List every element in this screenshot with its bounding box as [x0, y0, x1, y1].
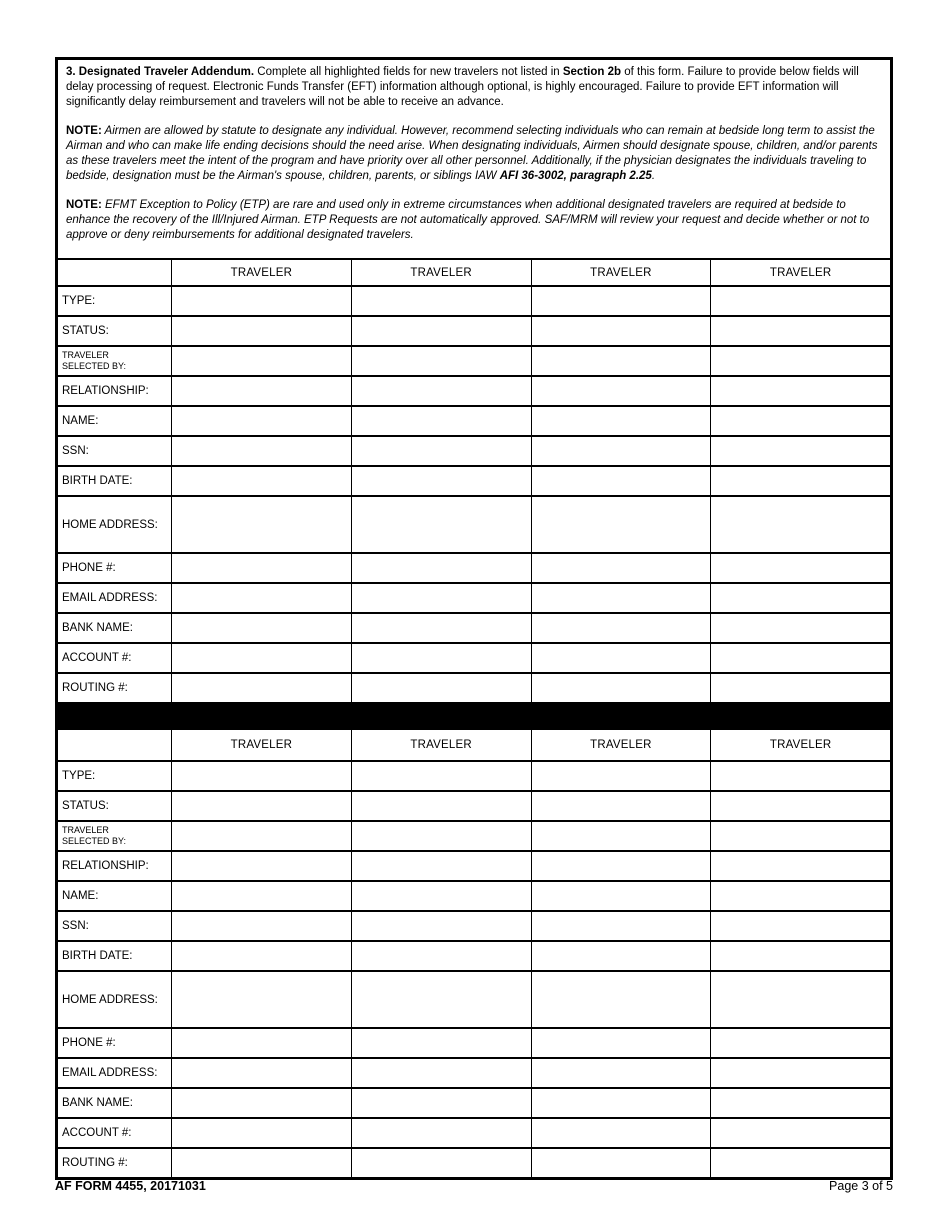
field-account-traveler3-table2[interactable]	[531, 1119, 711, 1147]
field-routing-traveler4-table1[interactable]	[710, 674, 890, 702]
table-row	[58, 1027, 890, 1057]
row-label-phone: PHONE #:	[58, 554, 171, 582]
traveler-column-header: TRAVELER	[351, 260, 531, 285]
section-2b-reference: Section 2b	[562, 66, 622, 78]
table-row	[58, 642, 890, 672]
field-relationship-traveler2-table1[interactable]	[351, 377, 531, 405]
field-ssn-traveler4-table2[interactable]	[710, 912, 890, 940]
field-name-traveler1-table1[interactable]	[171, 407, 351, 435]
table-row	[58, 405, 890, 435]
table-row	[58, 760, 890, 790]
field-email-address-traveler3-table2[interactable]	[531, 1059, 711, 1087]
field-traveler-selected-by-traveler3-table1[interactable]	[531, 347, 711, 375]
table-row	[58, 582, 890, 612]
field-routing-traveler4-table2[interactable]	[710, 1149, 890, 1177]
field-status-traveler3-table1[interactable]	[531, 317, 711, 345]
field-status-traveler1-table2[interactable]	[171, 792, 351, 820]
row-label-traveler-selected-by: TRAVELER SELECTED BY:	[58, 347, 171, 375]
field-relationship-traveler4-table1[interactable]	[710, 377, 890, 405]
field-type-traveler4-table1[interactable]	[710, 287, 890, 315]
field-phone-traveler1-table2[interactable]	[171, 1029, 351, 1057]
field-home-address-traveler2-table2[interactable]	[351, 972, 531, 1027]
row-label-email-address: EMAIL ADDRESS:	[58, 584, 171, 612]
field-name-traveler4-table2[interactable]	[710, 882, 890, 910]
field-routing-traveler3-table1[interactable]	[531, 674, 711, 702]
field-email-address-traveler1-table1[interactable]	[171, 584, 351, 612]
field-ssn-traveler3-table2[interactable]	[531, 912, 711, 940]
table-row	[58, 850, 890, 880]
field-account-traveler1-table1[interactable]	[171, 644, 351, 672]
field-birth-date-traveler1-table2[interactable]	[171, 942, 351, 970]
traveler-column-header: TRAVELER	[710, 260, 890, 285]
intro-text-2: of this form. Failure to provide below fields will delay processing of request. Electronic Funds Transfer (EFT) information although optional, is highly encouraged. Failure to provide EFT information will significantly delay reimbursement and travelers will not be able to receive an advance.	[66, 66, 859, 108]
traveler-column-header: TRAVELER	[171, 260, 351, 285]
table-row	[58, 910, 890, 940]
note-1-label: NOTE:	[66, 125, 102, 137]
field-phone-traveler4-table1[interactable]	[710, 554, 890, 582]
field-type-traveler2-table1[interactable]	[351, 287, 531, 315]
field-traveler-selected-by-traveler4-table2[interactable]	[710, 822, 890, 850]
note-1-period: .	[651, 170, 656, 182]
row-label-relationship: RELATIONSHIP:	[58, 377, 171, 405]
note-1-text: Airmen are allowed by statute to designate any individual. However, recommend selecting individuals who can remain at bedside long term to assist the Airman and who can make life ending decisions should the need arise. When designating individuals, Airmen should designate spouse, children, and/or parents as these travelers meet the intent of the program and have priority over all other personnel. Additionally, if the physician designates the individuals traveling to bedside, designation must be the Airman's spouse, children, parents, or siblings IAW	[66, 125, 878, 182]
row-label-bank-name: BANK NAME:	[58, 1089, 171, 1117]
field-bank-name-traveler2-table2[interactable]	[351, 1089, 531, 1117]
table-row	[58, 552, 890, 582]
row-label-email-address: EMAIL ADDRESS:	[58, 1059, 171, 1087]
field-status-traveler2-table1[interactable]	[351, 317, 531, 345]
table-row	[58, 672, 890, 702]
field-ssn-traveler3-table1[interactable]	[531, 437, 711, 465]
table-row	[58, 970, 890, 1027]
field-ssn-traveler4-table1[interactable]	[710, 437, 890, 465]
field-routing-traveler3-table2[interactable]	[531, 1149, 711, 1177]
page-number: Page 3 of 5	[829, 1179, 893, 1193]
field-home-address-traveler4-table2[interactable]	[710, 972, 890, 1027]
table-row	[58, 790, 890, 820]
field-traveler-selected-by-traveler1-table2[interactable]	[171, 822, 351, 850]
note-2-label: NOTE:	[66, 199, 102, 211]
field-bank-name-traveler3-table2[interactable]	[531, 1089, 711, 1117]
row-label-home-address: HOME ADDRESS:	[58, 497, 171, 552]
field-account-traveler4-table2[interactable]	[710, 1119, 890, 1147]
field-traveler-selected-by-traveler2-table1[interactable]	[351, 347, 531, 375]
field-bank-name-traveler1-table1[interactable]	[171, 614, 351, 642]
table-row	[58, 465, 890, 495]
field-relationship-traveler3-table1[interactable]	[531, 377, 711, 405]
field-routing-traveler1-table1[interactable]	[171, 674, 351, 702]
field-birth-date-traveler2-table1[interactable]	[351, 467, 531, 495]
note-2-text: EFMT Exception to Policy (ETP) are rare and used only in extreme circumstances when additional designated travelers are required at bedside to enhance the recovery of the Ill/Injured Airman. ETP Requests are not automatically approved. SAF/MRM will review your request and decide whether or not to approve or deny reimbursements for additional designated travelers.	[66, 199, 870, 241]
table-row	[58, 1087, 890, 1117]
field-relationship-traveler4-table2[interactable]	[710, 852, 890, 880]
field-bank-name-traveler4-table1[interactable]	[710, 614, 890, 642]
traveler-column-header: TRAVELER	[171, 730, 351, 760]
field-phone-traveler4-table2[interactable]	[710, 1029, 890, 1057]
designated-traveler-table-1	[58, 258, 890, 702]
row-label-birth-date: BIRTH DATE:	[58, 467, 171, 495]
field-home-address-traveler1-table2[interactable]	[171, 972, 351, 1027]
field-birth-date-traveler1-table1[interactable]	[171, 467, 351, 495]
form-number: AF FORM 4455, 20171031	[55, 1179, 206, 1193]
field-status-traveler4-table1[interactable]	[710, 317, 890, 345]
row-label-status: STATUS:	[58, 317, 171, 345]
field-routing-traveler2-table2[interactable]	[351, 1149, 531, 1177]
traveler-column-header: TRAVELER	[351, 730, 531, 760]
traveler-column-header: TRAVELER	[531, 260, 711, 285]
corner-cell	[58, 260, 171, 285]
field-email-address-traveler1-table2[interactable]	[171, 1059, 351, 1087]
table-row	[58, 495, 890, 552]
field-status-traveler2-table2[interactable]	[351, 792, 531, 820]
field-type-traveler3-table1[interactable]	[531, 287, 711, 315]
designated-traveler-table-2	[58, 730, 890, 1177]
row-label-ssn: SSN:	[58, 912, 171, 940]
field-email-address-traveler2-table1[interactable]	[351, 584, 531, 612]
field-name-traveler3-table1[interactable]	[531, 407, 711, 435]
intro-text-1: Complete all highlighted fields for new travelers not listed in	[257, 66, 563, 78]
table-row	[58, 940, 890, 970]
section-divider-bar	[58, 702, 890, 730]
field-ssn-traveler1-table1[interactable]	[171, 437, 351, 465]
field-name-traveler2-table1[interactable]	[351, 407, 531, 435]
form-footer	[55, 1178, 893, 1194]
section-heading: 3. Designated Traveler Addendum.	[66, 66, 258, 78]
field-phone-traveler3-table1[interactable]	[531, 554, 711, 582]
intro-paragraph	[66, 65, 882, 110]
row-label-home-address: HOME ADDRESS:	[58, 972, 171, 1027]
row-label-name: NAME:	[58, 407, 171, 435]
field-email-address-traveler4-table2[interactable]	[710, 1059, 890, 1087]
field-relationship-traveler3-table2[interactable]	[531, 852, 711, 880]
row-label-name: NAME:	[58, 882, 171, 910]
table-row	[58, 880, 890, 910]
field-status-traveler1-table1[interactable]	[171, 317, 351, 345]
row-label-routing: ROUTING #:	[58, 674, 171, 702]
field-traveler-selected-by-traveler3-table2[interactable]	[531, 822, 711, 850]
field-ssn-traveler2-table1[interactable]	[351, 437, 531, 465]
field-traveler-selected-by-traveler1-table1[interactable]	[171, 347, 351, 375]
row-label-routing: ROUTING #:	[58, 1149, 171, 1177]
field-phone-traveler2-table1[interactable]	[351, 554, 531, 582]
table-row	[58, 285, 890, 315]
field-traveler-selected-by-traveler4-table1[interactable]	[710, 347, 890, 375]
field-type-traveler3-table2[interactable]	[531, 762, 711, 790]
table-row	[58, 375, 890, 405]
traveler-column-header: TRAVELER	[710, 730, 890, 760]
field-ssn-traveler2-table2[interactable]	[351, 912, 531, 940]
table-row	[58, 1147, 890, 1177]
field-account-traveler2-table2[interactable]	[351, 1119, 531, 1147]
note-designation-paragraph	[66, 124, 882, 184]
field-home-address-traveler2-table1[interactable]	[351, 497, 531, 552]
field-email-address-traveler4-table1[interactable]	[710, 584, 890, 612]
field-bank-name-traveler1-table2[interactable]	[171, 1089, 351, 1117]
field-phone-traveler2-table2[interactable]	[351, 1029, 531, 1057]
row-label-bank-name: BANK NAME:	[58, 614, 171, 642]
field-traveler-selected-by-traveler2-table2[interactable]	[351, 822, 531, 850]
field-name-traveler4-table1[interactable]	[710, 407, 890, 435]
row-label-relationship: RELATIONSHIP:	[58, 852, 171, 880]
row-label-account: ACCOUNT #:	[58, 1119, 171, 1147]
corner-cell	[58, 730, 171, 760]
field-email-address-traveler3-table1[interactable]	[531, 584, 711, 612]
row-label-status: STATUS:	[58, 792, 171, 820]
field-account-traveler4-table1[interactable]	[710, 644, 890, 672]
field-routing-traveler1-table2[interactable]	[171, 1149, 351, 1177]
row-label-type: TYPE:	[58, 762, 171, 790]
table-row	[58, 345, 890, 375]
field-birth-date-traveler3-table1[interactable]	[531, 467, 711, 495]
field-home-address-traveler3-table1[interactable]	[531, 497, 711, 552]
row-label-type: TYPE:	[58, 287, 171, 315]
field-account-traveler2-table1[interactable]	[351, 644, 531, 672]
section-3-box	[55, 57, 893, 1180]
field-name-traveler3-table2[interactable]	[531, 882, 711, 910]
afi-reference: AFI 36-3002, paragraph 2.25	[499, 170, 652, 182]
field-name-traveler1-table2[interactable]	[171, 882, 351, 910]
field-relationship-traveler2-table2[interactable]	[351, 852, 531, 880]
field-phone-traveler3-table2[interactable]	[531, 1029, 711, 1057]
instructions-block	[58, 60, 890, 258]
field-birth-date-traveler4-table2[interactable]	[710, 942, 890, 970]
field-bank-name-traveler4-table2[interactable]	[710, 1089, 890, 1117]
field-relationship-traveler1-table1[interactable]	[171, 377, 351, 405]
field-home-address-traveler3-table2[interactable]	[531, 972, 711, 1027]
row-label-ssn: SSN:	[58, 437, 171, 465]
field-type-traveler1-table1[interactable]	[171, 287, 351, 315]
field-birth-date-traveler2-table2[interactable]	[351, 942, 531, 970]
field-birth-date-traveler3-table2[interactable]	[531, 942, 711, 970]
row-label-phone: PHONE #:	[58, 1029, 171, 1057]
table-row	[58, 435, 890, 465]
row-label-account: ACCOUNT #:	[58, 644, 171, 672]
field-type-traveler4-table2[interactable]	[710, 762, 890, 790]
field-status-traveler3-table2[interactable]	[531, 792, 711, 820]
note-etp-paragraph	[66, 198, 882, 243]
field-relationship-traveler1-table2[interactable]	[171, 852, 351, 880]
field-type-traveler2-table2[interactable]	[351, 762, 531, 790]
field-status-traveler4-table2[interactable]	[710, 792, 890, 820]
table-row	[58, 1057, 890, 1087]
row-label-traveler-selected-by: TRAVELER SELECTED BY:	[58, 822, 171, 850]
field-home-address-traveler4-table1[interactable]	[710, 497, 890, 552]
field-routing-traveler2-table1[interactable]	[351, 674, 531, 702]
field-ssn-traveler1-table2[interactable]	[171, 912, 351, 940]
field-type-traveler1-table2[interactable]	[171, 762, 351, 790]
table-row	[58, 315, 890, 345]
field-birth-date-traveler4-table1[interactable]	[710, 467, 890, 495]
field-bank-name-traveler2-table1[interactable]	[351, 614, 531, 642]
field-bank-name-traveler3-table1[interactable]	[531, 614, 711, 642]
table-row	[58, 1117, 890, 1147]
traveler-column-header: TRAVELER	[531, 730, 711, 760]
field-account-traveler3-table1[interactable]	[531, 644, 711, 672]
field-home-address-traveler1-table1[interactable]	[171, 497, 351, 552]
row-label-birth-date: BIRTH DATE:	[58, 942, 171, 970]
field-account-traveler1-table2[interactable]	[171, 1119, 351, 1147]
field-phone-traveler1-table1[interactable]	[171, 554, 351, 582]
field-name-traveler2-table2[interactable]	[351, 882, 531, 910]
table-row	[58, 820, 890, 850]
table-row	[58, 612, 890, 642]
field-email-address-traveler2-table2[interactable]	[351, 1059, 531, 1087]
